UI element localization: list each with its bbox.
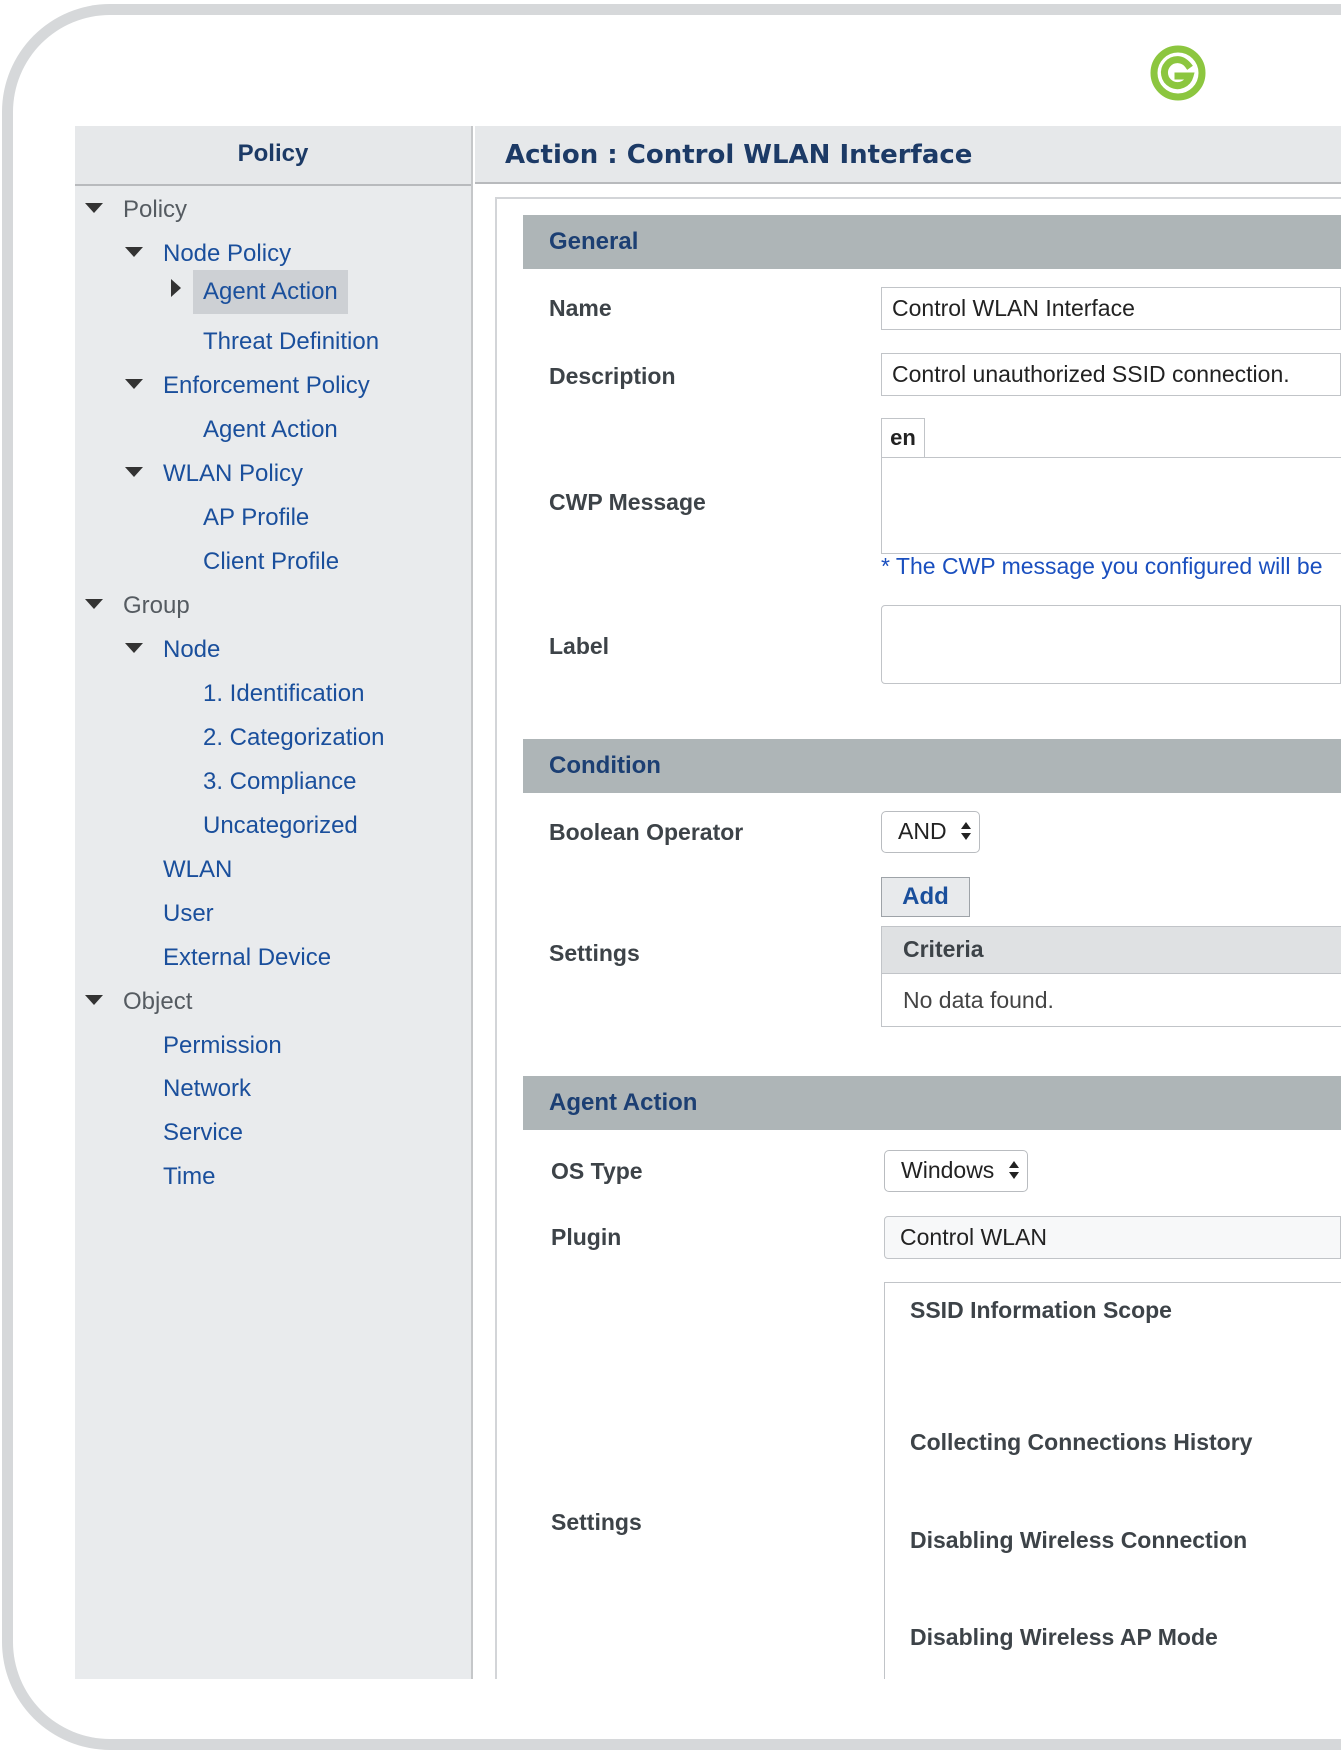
collapsed-caret-icon[interactable] [171,279,181,297]
language-tab-en[interactable]: en [881,418,925,457]
tree-item-network[interactable]: Network [163,1075,252,1102]
boolean-operator-select[interactable] [881,811,980,853]
agent-settings-label: Settings [551,1509,642,1535]
cwp-message-note: * The CWP message you configured will be [881,553,1323,579]
tree-item-uncategorized[interactable]: Uncategorized [203,812,358,839]
expand-caret-icon[interactable] [85,203,103,213]
expand-caret-icon[interactable] [85,599,103,609]
page-title: Action : Control WLAN Interface [505,140,973,170]
tree-item-external-device[interactable]: External Device [163,944,332,971]
tree-item-group[interactable]: Group [123,592,190,619]
os-type-select[interactable] [884,1150,1028,1192]
name-input[interactable]: Control WLAN Interface [881,287,1341,330]
cwp-message-label: CWP Message [549,489,706,515]
tree-item-agent-action-selected[interactable]: Agent Action [193,270,348,314]
section-title: Agent Action [549,1089,698,1116]
os-type-value: Windows [901,1157,995,1183]
boolean-operator-label: Boolean Operator [549,819,744,845]
tree-item-compliance[interactable]: 3. Compliance [203,768,357,795]
tree-item-user[interactable]: User [163,900,214,927]
os-type-label: OS Type [551,1158,643,1184]
setting-ssid-information-scope: SSID Information Scope [910,1297,1172,1323]
section-condition-header [523,739,1341,793]
setting-collecting-connections-history: Collecting Connections History [910,1429,1253,1455]
tree-item-ap-profile[interactable]: AP Profile [203,504,310,531]
tree-item-permission[interactable]: Permission [163,1032,282,1059]
description-label: Description [549,363,676,389]
setting-disabling-wireless-connection: Disabling Wireless Connection [910,1527,1248,1553]
criteria-column-header[interactable]: Criteria [881,926,1341,974]
section-title: Condition [549,752,661,779]
tree-item-node-policy[interactable]: Node Policy [163,240,292,267]
tree-item-identification[interactable]: 1. Identification [203,680,365,707]
section-general-header [523,215,1341,269]
tree-item-time[interactable]: Time [163,1163,216,1190]
expand-caret-icon[interactable] [125,467,143,477]
setting-disabling-wireless-ap-mode: Disabling Wireless AP Mode [910,1624,1218,1650]
name-label: Name [549,295,612,321]
select-arrows-icon [961,821,971,841]
tree-item-object[interactable]: Object [123,988,193,1015]
condition-settings-label: Settings [549,940,640,966]
add-criteria-button[interactable]: Add [881,877,970,917]
sidebar-title: Policy [75,126,471,186]
criteria-empty-row: No data found. [881,973,1341,1027]
plugin-field[interactable]: Control WLAN [884,1216,1341,1259]
tree-item-enforcement-policy[interactable]: Enforcement Policy [163,372,370,399]
tree-item-service[interactable]: Service [163,1119,244,1146]
cwp-message-textarea[interactable] [881,457,1341,554]
expand-caret-icon[interactable] [125,379,143,389]
expand-caret-icon[interactable] [85,995,103,1005]
expand-caret-icon[interactable] [125,247,143,257]
tree-item-client-profile[interactable]: Client Profile [203,548,340,575]
section-title: General [549,228,639,255]
policy-sidebar [75,126,473,1679]
section-agent-action-header [523,1076,1341,1130]
tree-item-threat-definition[interactable]: Threat Definition [203,328,380,355]
tree-item-agent-action[interactable]: Agent Action [203,416,338,443]
expand-caret-icon[interactable] [125,643,143,653]
plugin-label: Plugin [551,1224,622,1250]
main-header [475,126,1341,184]
boolean-operator-value: AND [898,818,947,844]
tree-item-categorization[interactable]: 2. Categorization [203,724,385,751]
genian-logo-icon [1144,45,1214,101]
tree-item-node[interactable]: Node [163,636,221,663]
plugin-settings-panel [884,1282,1341,1679]
tree-item-policy[interactable]: Policy [123,196,188,223]
tree-item-wlan-policy[interactable]: WLAN Policy [163,460,304,487]
label-field-label: Label [549,633,610,659]
select-arrows-icon [1009,1160,1019,1180]
tree-item-wlan[interactable]: WLAN [163,856,233,883]
label-input[interactable] [881,605,1341,684]
description-input[interactable]: Control unauthorized SSID connection. [881,353,1341,396]
